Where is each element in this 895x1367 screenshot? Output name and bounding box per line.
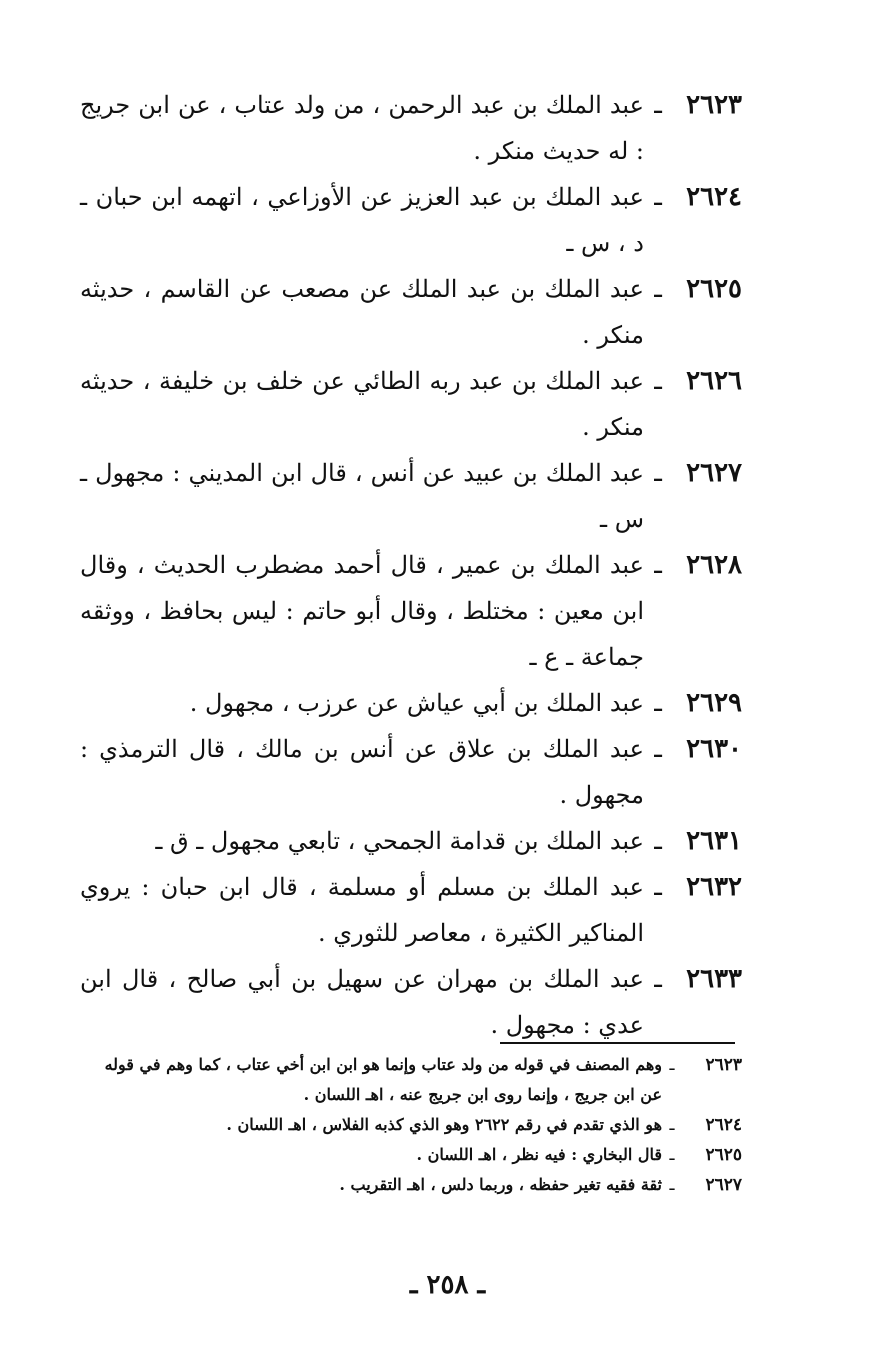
entry-dash: ـ — [654, 458, 662, 488]
footnote-number: ٢٦٢٣ — [705, 1055, 742, 1075]
entry-text: عبد الملك بن عبد ربه الطائي عن خلف بن خليفة ، حديثه منكر . — [80, 367, 644, 441]
entry-text: عبد الملك بن عبيد عن أنس ، قال ابن المديني : مجهول ـ س ـ — [80, 459, 644, 533]
entry — [80, 358, 742, 450]
entry — [80, 82, 742, 174]
entry-text: عبد الملك بن عمير ، قال أحمد مضطرب الحديث ، وقال ابن معين : مختلط ، وقال أبو حاتم : ليس بحافظ ، ووثقه جماعة ـ ع ـ — [80, 551, 644, 671]
entry-dash: ـ — [654, 366, 662, 396]
entry-number: ٢٦٢٧ — [686, 458, 742, 488]
footnote-dash: ـ — [669, 1115, 675, 1135]
entry-number: ٢٦٢٩ — [686, 688, 742, 718]
footnote-dash: ـ — [669, 1055, 675, 1075]
page-number: ـ ٢٥٨ ـ — [409, 1270, 486, 1300]
entry-text: عبد الملك بن أبي عياش عن عرزب ، مجهول . — [189, 689, 644, 717]
entry-text: عبد الملك بن مهران عن سهيل بن أبي صالح ، قال ابن عدي : مجهول . — [80, 965, 644, 1039]
entry-dash: ـ — [654, 90, 662, 120]
entry-dash: ـ — [654, 550, 662, 580]
entry — [80, 680, 742, 726]
entry — [80, 864, 742, 956]
entry-dash: ـ — [654, 274, 662, 304]
entry-text: عبد الملك بن عبد العزيز عن الأوزاعي ، اتهمه ابن حبان ـ د ، س ـ — [80, 183, 644, 257]
entry-dash: ـ — [654, 182, 662, 212]
entry — [80, 542, 742, 680]
entry-dash: ـ — [654, 826, 662, 856]
footnote — [80, 1110, 742, 1140]
entry-dash: ـ — [654, 688, 662, 718]
entry — [80, 726, 742, 818]
entry-number: ٢٦٢٨ — [686, 550, 742, 580]
footnote-number: ٢٦٢٥ — [705, 1145, 742, 1165]
footnote — [80, 1050, 742, 1110]
footnote-separator — [500, 1042, 735, 1044]
entry — [80, 450, 742, 542]
entry-text: عبد الملك بن مسلم أو مسلمة ، قال ابن حبان : يروي المناكير الكثيرة ، معاصر للثوري . — [80, 873, 644, 947]
footnote — [80, 1170, 742, 1200]
entry-text: عبد الملك بن عبد الملك عن مصعب عن القاسم ، حديثه منكر . — [80, 275, 644, 349]
entries-list — [80, 82, 742, 1048]
footnote-text: وهم المصنف في قوله من ولد عتاب وإنما هو ابن ابن أخي عتاب ، كما وهم في قوله عن ابن جريج ، وإنما روى ابن جريج عنه ، اهـ اللسان . — [104, 1055, 662, 1104]
entry — [80, 818, 742, 864]
entry-dash: ـ — [654, 964, 662, 994]
entry-number: ٢٦٢٤ — [686, 182, 742, 212]
entry-number: ٢٦٣٣ — [686, 964, 742, 994]
entry — [80, 266, 742, 358]
entry-text: عبد الملك بن قدامة الجمحي ، تابعي مجهول ـ ق ـ — [155, 827, 644, 855]
footnote-dash: ـ — [669, 1145, 675, 1165]
entry-number: ٢٦٣٢ — [686, 872, 742, 902]
footnote-text: قال البخاري : فيه نظر ، اهـ اللسان . — [416, 1145, 662, 1164]
entry — [80, 956, 742, 1048]
entry-number: ٢٦٣١ — [686, 826, 742, 856]
entry-number: ٢٦٢٦ — [686, 366, 742, 396]
entry — [80, 174, 742, 266]
entry-number: ٢٦٣٠ — [686, 734, 742, 764]
entry-number: ٢٦٢٣ — [686, 90, 742, 120]
footnote — [80, 1140, 742, 1170]
entry-dash: ـ — [654, 872, 662, 902]
footnote-text: هو الذي تقدم في رقم ٢٦٢٢ وهو الذي كذبه الفلاس ، اهـ اللسان . — [226, 1115, 662, 1134]
footnote-text: ثقة فقيه تغير حفظه ، وربما دلس ، اهـ التقريب . — [339, 1175, 662, 1194]
footnotes-list — [80, 1050, 742, 1200]
entry-text: عبد الملك بن عبد الرحمن ، من ولد عتاب ، عن ابن جريج : له حديث منكر . — [80, 91, 644, 165]
entry-text: عبد الملك بن علاق عن أنس بن مالك ، قال الترمذي : مجهول . — [80, 735, 644, 809]
footnote-number: ٢٦٢٤ — [705, 1115, 742, 1135]
footnote-number: ٢٦٢٧ — [705, 1175, 742, 1195]
entry-number: ٢٦٢٥ — [686, 274, 742, 304]
footnote-dash: ـ — [669, 1175, 675, 1195]
entry-dash: ـ — [654, 734, 662, 764]
